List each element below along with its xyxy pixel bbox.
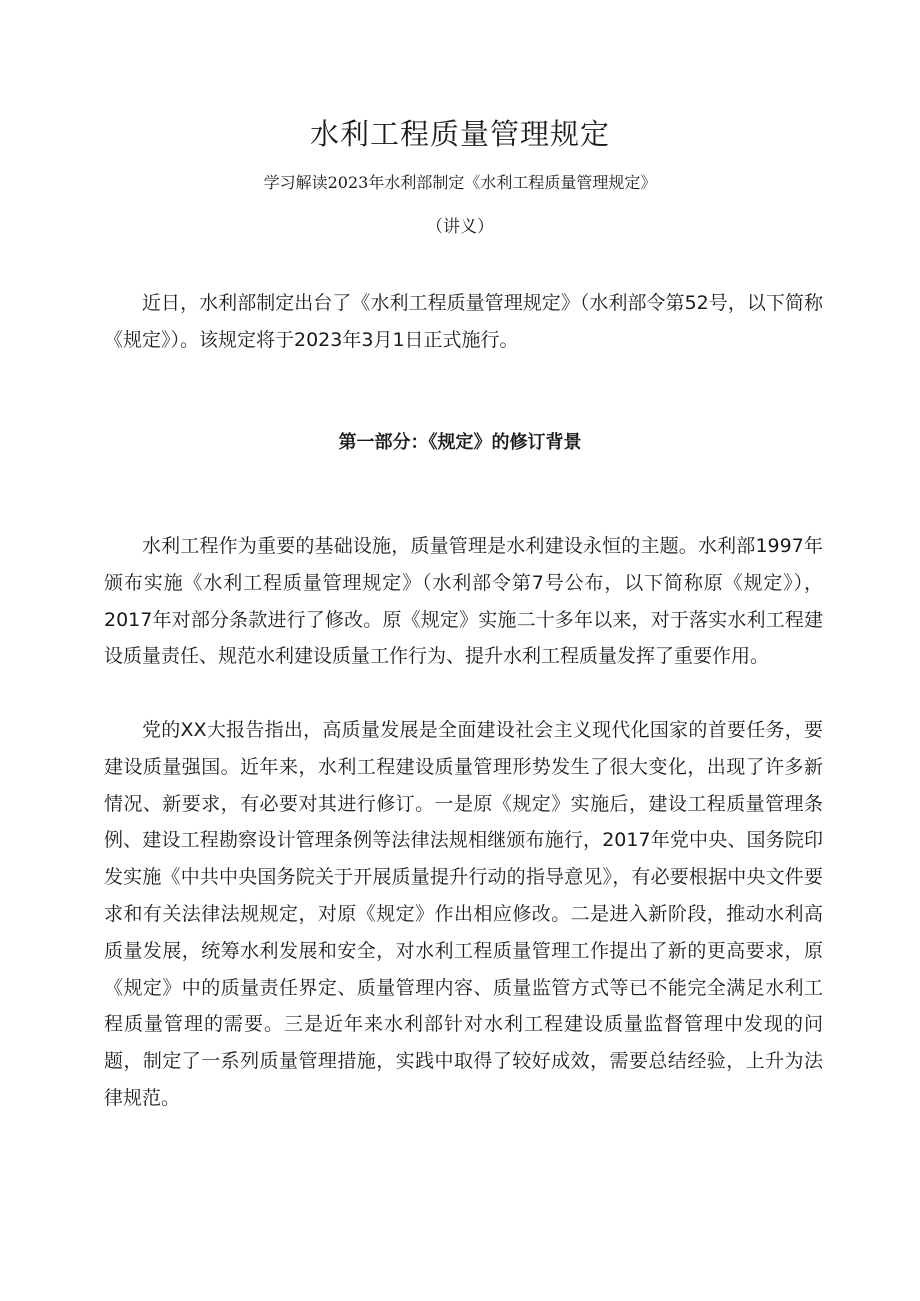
document-subtitle: 学习解读2023年水利部制定《水利工程质量管理规定》 bbox=[263, 173, 657, 192]
body-paragraph-2: 党的XX大报告指出，高质量发展是全面建设社会主义现代化国家的首要任务，要建设质量强国。近年来，水利工程建设质量管理形势发生了很大变化，出现了许多新情况、新要求，有必要对其进行修订。一是原《规定》实施后，建设工程质量管理条例、建设工程勘察设计管理条例等法律法规相继颁布施行，2017年党中央、国务院印发实施《中共中央国务院关于开展质量提升行动的指导意见》，有必要根据中央文件要求和有关法律法规规定，对原《规定》作出相应修改。二是进入新阶段，推动水利高质量发展，统筹水利发展和安全，对水利工程质量管理工作提出了新的更高要求，原《规定》中的质量责任界定、质量管理内容、质量监管方式等已不能完全满足水利工程质量管理的需要。三是近年来水利部针对水利工程建设质量监督管理中发现的问题，制定了一系列质量管理措施，实践中取得了较好成效，需要总结经验，上升为法律规范。 bbox=[104, 719, 823, 1109]
intro-paragraph: 近日，水利部制定出台了《水利工程质量管理规定》（水利部令第52号，以下简称《规定》）。该规定将于2023年3月1日正式施行。 bbox=[104, 292, 823, 351]
document-title: 水利工程质量管理规定 bbox=[309, 117, 610, 151]
document-note: （讲义） bbox=[426, 217, 494, 237]
body-paragraph-1: 水利工程作为重要的基础设施，质量管理是水利建设永恒的主题。水利部1997年颁布实施《水利工程质量管理规定》（水利部令第7号公布，以下简称原《规定》），2017年对部分条款进行了修改。原《规定》实施二十多年以来，对于落实水利工程建设质量责任、规范水利建设质量工作行为、提升水利工程质量发挥了重要作用。 bbox=[104, 535, 823, 668]
section-heading: 第一部分：《规定》的修订背景 bbox=[338, 432, 582, 453]
